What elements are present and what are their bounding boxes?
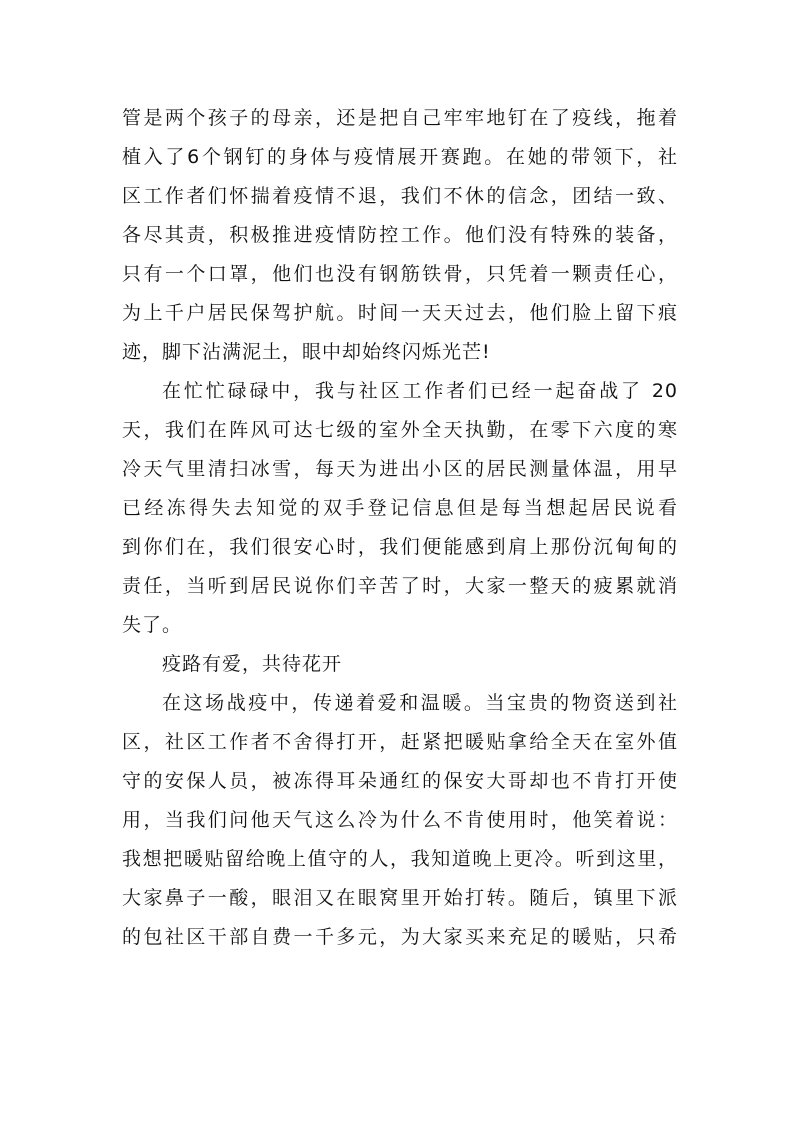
text-line: 区，社区工作者不舍得打开，赶紧把暖贴拿给全天在室外值: [122, 731, 678, 753]
paragraph-first-line: 在忙忙碌碌中，我与社区工作者们已经一起奋战了 20: [162, 380, 678, 402]
text-line: 天，我们在阵风可达七级的室外全天执勤，在零下六度的寒: [122, 419, 678, 441]
text-line: 为上千户居民保驾护航。时间一天天过去，他们脸上留下痕: [122, 302, 678, 324]
text-line: 到你们在，我们很安心时，我们便能感到肩上那份沉甸甸的: [122, 536, 678, 558]
text-line: 管是两个孩子的母亲，还是把自己牢牢地钉在了疫线，拖着: [122, 107, 678, 129]
text-line: 区工作者们怀揣着疫情不退，我们不休的信念，团结一致、: [122, 185, 678, 207]
paragraph-last-line: 迹，脚下沾满泥土，眼中却始终闪烁光芒!: [122, 341, 491, 363]
text-line: 各尽其责，积极推进疫情防控工作。他们没有特殊的装备，: [122, 224, 678, 246]
paragraph-last-line: 失了。: [122, 614, 183, 636]
text-line: 的包社区干部自费一千多元，为大家买来充足的暖贴，只希: [122, 926, 678, 948]
text-line: 已经冻得失去知觉的双手登记信息但是每当想起居民说看: [122, 497, 678, 519]
text-line: 我想把暖贴留给晚上值守的人，我知道晚上更冷。听到这里，: [122, 848, 678, 870]
text-line: 责任，当听到居民说你们辛苦了时，大家一整天的疲累就消: [122, 575, 678, 597]
text-line: 冷天气里清扫冰雪，每天为进出小区的居民测量体温，用早: [122, 458, 678, 480]
paragraph-first-line: 在这场战疫中，传递着爱和温暖。当宝贵的物资送到社: [162, 692, 678, 714]
section-heading: 疫路有爱，共待花开: [162, 653, 343, 675]
text-line: 守的安保人员，被冻得耳朵通红的保安大哥却也不肯打开使: [122, 770, 678, 792]
text-line: 大家鼻子一酸，眼泪又在眼窝里开始打转。随后，镇里下派: [122, 887, 678, 909]
text-line: 只有一个口罩，他们也没有钢筋铁骨，只凭着一颗责任心，: [122, 263, 678, 285]
text-line: 植入了6个钢钉的身体与疫情展开赛跑。在她的带领下，社: [122, 146, 678, 168]
text-line: 用，当我们问他天气这么冷为什么不肯使用时，他笑着说：: [122, 809, 678, 831]
